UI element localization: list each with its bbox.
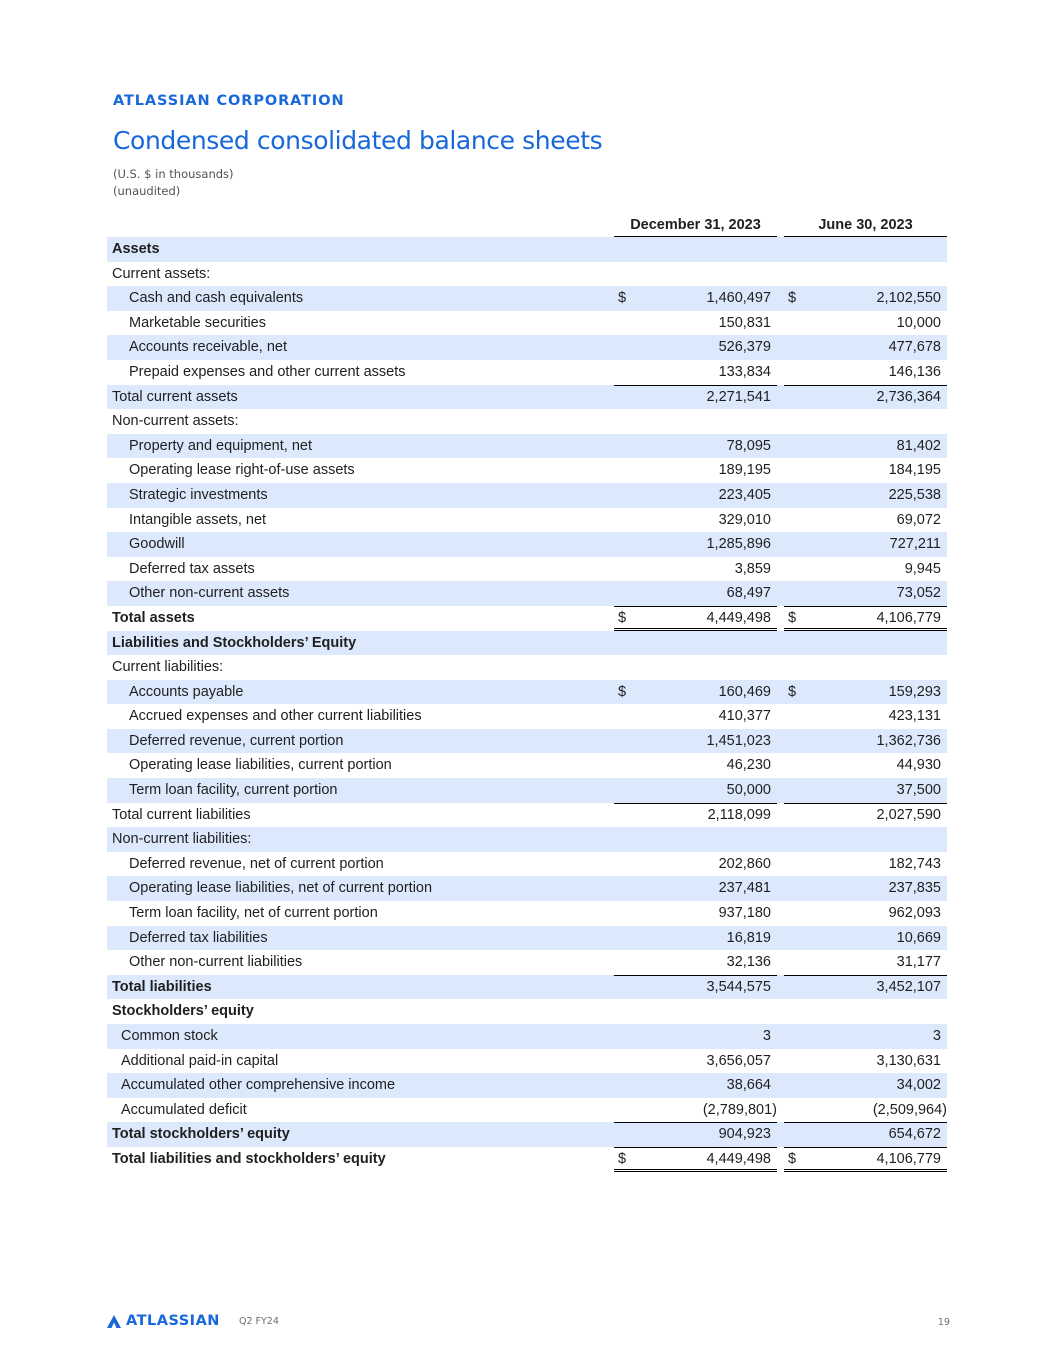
cell-value: 904,923: [718, 1126, 771, 1143]
cell-jun-2023: [784, 901, 947, 926]
row-label: Liabilities and Stockholders’ Equity: [112, 634, 357, 651]
table-row: [107, 778, 947, 803]
cell-dec-2023: [614, 385, 777, 410]
table-row: [107, 876, 947, 901]
table-row: [107, 237, 947, 262]
cell-dec-2023: [614, 950, 777, 975]
cell-jun-2023: [784, 237, 947, 262]
cell-value: 202,860: [718, 855, 771, 872]
cell-jun-2023: [784, 1147, 947, 1172]
cell-jun-2023: [784, 311, 947, 336]
table-row: [107, 385, 947, 410]
cell-value: 184,195: [888, 462, 941, 479]
cell-jun-2023: [784, 508, 947, 533]
cell-dec-2023: [614, 1024, 777, 1049]
cell-value: 4,106,779: [876, 1150, 941, 1167]
cell-jun-2023: [784, 704, 947, 729]
table-row: [107, 852, 947, 877]
cell-value: 46,230: [726, 757, 771, 774]
page-number: 19: [937, 1317, 950, 1328]
cell-value: 81,402: [896, 437, 941, 454]
cell-dec-2023: [614, 852, 777, 877]
cell-dec-2023: [614, 778, 777, 803]
cell-value: 159,293: [888, 683, 941, 700]
table-row: [107, 557, 947, 582]
cell-dec-2023: [614, 286, 777, 311]
row-label: Operating lease liabilities, current portion: [129, 757, 392, 774]
balance-sheet-table: [107, 237, 947, 1172]
cell-value: 69,072: [896, 511, 941, 528]
table-row: [107, 409, 947, 434]
table-row: [107, 926, 947, 951]
cell-value: 962,093: [888, 905, 941, 922]
cell-value: 1,362,736: [876, 732, 941, 749]
cell-value: 31,177: [896, 954, 941, 971]
row-label: Goodwill: [129, 536, 185, 553]
table-row: [107, 803, 947, 828]
table-row: [107, 975, 947, 1000]
cell-jun-2023: [784, 827, 947, 852]
row-label: Operating lease right-of-use assets: [129, 462, 355, 479]
row-label: Total stockholders’ equity: [112, 1126, 290, 1143]
cell-value: 3,130,631: [876, 1052, 941, 1069]
cell-dec-2023: [614, 532, 777, 557]
row-label: Non-current assets:: [112, 413, 239, 430]
cell-dec-2023: [614, 311, 777, 336]
logo-wordmark: ATLASSIAN: [126, 1313, 220, 1329]
cell-dec-2023: [614, 606, 777, 631]
cell-jun-2023: [784, 926, 947, 951]
row-label: Total assets: [112, 609, 195, 626]
table-row: [107, 999, 947, 1024]
cell-value: 150,831: [718, 314, 771, 331]
cell-jun-2023: [784, 1098, 947, 1123]
table-row: [107, 631, 947, 656]
cell-jun-2023: [784, 680, 947, 705]
cell-jun-2023: [784, 876, 947, 901]
cell-value: 3: [932, 1028, 941, 1044]
cell-dec-2023: [614, 581, 777, 606]
currency-symbol: $: [788, 683, 797, 700]
cell-value: 146,136: [888, 363, 941, 380]
table-row: [107, 434, 947, 459]
cell-value: 423,131: [888, 708, 941, 725]
table-row: [107, 680, 947, 705]
row-label: Deferred revenue, net of current portion: [129, 855, 384, 872]
cell-value: 4,449,498: [706, 1150, 771, 1167]
cell-jun-2023: [784, 409, 947, 434]
column-header-dec-2023: December 31, 2023: [614, 216, 777, 237]
row-label: Deferred tax liabilities: [129, 929, 268, 946]
cell-jun-2023: [784, 753, 947, 778]
cell-value: 4,449,498: [706, 609, 771, 626]
currency-symbol: $: [788, 290, 797, 307]
table-row: [107, 950, 947, 975]
cell-dec-2023: [614, 1122, 777, 1147]
company-name: ATLASSIAN CORPORATION: [113, 93, 345, 109]
row-label: Marketable securities: [129, 314, 266, 331]
row-label: Accumulated other comprehensive income: [121, 1077, 396, 1094]
row-label: Other non-current liabilities: [129, 954, 303, 971]
cell-value: 160,469: [718, 683, 771, 700]
currency-symbol: $: [788, 609, 797, 626]
row-label: Other non-current assets: [129, 585, 290, 602]
cell-value: 182,743: [888, 855, 941, 872]
cell-value: 727,211: [889, 536, 941, 553]
cell-dec-2023: [614, 1073, 777, 1098]
atlassian-triangle-icon: [107, 1315, 121, 1328]
row-label: Deferred tax assets: [129, 560, 255, 577]
row-label: Term loan facility, net of current portion: [129, 905, 378, 922]
cell-jun-2023: [784, 729, 947, 754]
cell-dec-2023: [614, 827, 777, 852]
cell-dec-2023: [614, 360, 777, 385]
cell-value: 1,460,497: [706, 290, 771, 307]
units-note: (U.S. $ in thousands): [113, 167, 234, 181]
cell-value: (2,789,801): [702, 1101, 777, 1118]
row-label: Additional paid-in capital: [121, 1052, 279, 1069]
table-row: [107, 655, 947, 680]
cell-value: 223,405: [718, 486, 771, 503]
cell-dec-2023: [614, 753, 777, 778]
cell-value: 3,452,107: [876, 978, 941, 995]
page-title: Condensed consolidated balance sheets: [113, 126, 603, 155]
cell-value: 44,930: [896, 757, 941, 774]
row-label: Prepaid expenses and other current assets: [129, 363, 406, 380]
table-row: [107, 581, 947, 606]
row-label: Cash and cash equivalents: [129, 290, 304, 307]
cell-value: 937,180: [718, 905, 771, 922]
cell-dec-2023: [614, 1049, 777, 1074]
cell-jun-2023: [784, 975, 947, 1000]
row-label: Deferred revenue, current portion: [129, 732, 344, 749]
cell-value: 3: [762, 1028, 771, 1044]
fiscal-quarter: Q2 FY24: [239, 1316, 279, 1327]
cell-dec-2023: [614, 262, 777, 287]
cell-jun-2023: [784, 1122, 947, 1147]
row-label: Current assets:: [112, 265, 211, 282]
cell-value: 225,538: [888, 486, 941, 503]
cell-value: 4,106,779: [876, 609, 941, 626]
cell-jun-2023: [784, 778, 947, 803]
row-label: Assets: [112, 241, 160, 257]
currency-symbol: $: [618, 290, 627, 307]
cell-jun-2023: [784, 532, 947, 557]
cell-dec-2023: [614, 508, 777, 533]
cell-dec-2023: [614, 557, 777, 582]
cell-dec-2023: [614, 335, 777, 360]
row-label: Term loan facility, current portion: [129, 782, 338, 799]
row-label: Accounts receivable, net: [129, 339, 287, 356]
cell-dec-2023: [614, 704, 777, 729]
table-row: [107, 901, 947, 926]
cell-value: 1,451,023: [706, 732, 771, 749]
row-label: Property and equipment, net: [129, 437, 312, 454]
cell-value: 654,672: [888, 1126, 941, 1143]
cell-jun-2023: [784, 1024, 947, 1049]
cell-dec-2023: [614, 999, 777, 1024]
cell-jun-2023: [784, 950, 947, 975]
cell-dec-2023: [614, 458, 777, 483]
cell-value: 78,095: [726, 437, 771, 454]
cell-jun-2023: [784, 803, 947, 828]
row-label: Operating lease liabilities, net of current portion: [129, 880, 433, 897]
row-label: Total current assets: [112, 388, 238, 405]
cell-jun-2023: [784, 360, 947, 385]
cell-jun-2023: [784, 557, 947, 582]
table-row: [107, 704, 947, 729]
table-row: [107, 483, 947, 508]
row-label: Strategic investments: [129, 486, 268, 503]
cell-dec-2023: [614, 434, 777, 459]
table-row: [107, 286, 947, 311]
table-row: [107, 606, 947, 631]
table-row: [107, 753, 947, 778]
cell-value: 2,271,541: [706, 388, 771, 405]
cell-jun-2023: [784, 606, 947, 631]
cell-value: 9,945: [904, 560, 941, 577]
currency-symbol: $: [618, 609, 627, 626]
cell-value: 410,377: [718, 708, 771, 725]
row-label: Non-current liabilities:: [112, 831, 252, 848]
cell-value: (2,509,964): [872, 1101, 947, 1118]
cell-jun-2023: [784, 631, 947, 656]
table-row: [107, 1098, 947, 1123]
cell-jun-2023: [784, 262, 947, 287]
unaudited-note: (unaudited): [113, 184, 181, 198]
cell-dec-2023: [614, 631, 777, 656]
cell-dec-2023: [614, 1147, 777, 1172]
table-row: [107, 729, 947, 754]
cell-value: 10,669: [896, 929, 941, 946]
row-label: Total liabilities and stockholders’ equity: [112, 1150, 386, 1167]
cell-value: 10,000: [896, 314, 941, 331]
row-label: Intangible assets, net: [129, 511, 267, 528]
cell-value: 73,052: [896, 585, 941, 602]
row-label: Total current liabilities: [112, 806, 251, 823]
cell-jun-2023: [784, 483, 947, 508]
cell-dec-2023: [614, 901, 777, 926]
cell-value: 526,379: [718, 339, 771, 356]
cell-value: 2,027,590: [876, 806, 941, 823]
table-row: [107, 827, 947, 852]
cell-dec-2023: [614, 1098, 777, 1123]
cell-jun-2023: [784, 385, 947, 410]
cell-jun-2023: [784, 999, 947, 1024]
cell-jun-2023: [784, 1073, 947, 1098]
cell-value: 477,678: [888, 339, 941, 356]
cell-jun-2023: [784, 581, 947, 606]
row-label: Total liabilities: [112, 978, 212, 995]
currency-symbol: $: [618, 683, 627, 700]
cell-value: 3,544,575: [706, 978, 771, 995]
cell-dec-2023: [614, 729, 777, 754]
cell-jun-2023: [784, 852, 947, 877]
table-row: [107, 335, 947, 360]
table-row: [107, 532, 947, 557]
cell-dec-2023: [614, 483, 777, 508]
cell-dec-2023: [614, 975, 777, 1000]
cell-dec-2023: [614, 655, 777, 680]
table-row: [107, 360, 947, 385]
currency-symbol: $: [788, 1150, 797, 1167]
cell-value: 189,195: [718, 462, 771, 479]
row-label: Stockholders’ equity: [112, 1003, 254, 1020]
cell-value: 329,010: [718, 511, 771, 528]
row-label: Accrued expenses and other current liabilities: [129, 708, 422, 725]
cell-value: 34,002: [896, 1077, 941, 1094]
table-row: [107, 1073, 947, 1098]
table-row: [107, 458, 947, 483]
cell-value: 3,656,057: [706, 1052, 771, 1069]
cell-value: 3,859: [734, 560, 771, 577]
cell-dec-2023: [614, 876, 777, 901]
row-label: Accumulated deficit: [121, 1101, 247, 1118]
cell-value: 38,664: [726, 1077, 771, 1094]
cell-value: 237,835: [888, 880, 941, 897]
cell-jun-2023: [784, 655, 947, 680]
cell-value: 16,819: [726, 929, 771, 946]
cell-dec-2023: [614, 409, 777, 434]
cell-dec-2023: [614, 237, 777, 262]
table-row: [107, 262, 947, 287]
cell-dec-2023: [614, 926, 777, 951]
row-label: Current liabilities:: [112, 659, 224, 676]
cell-dec-2023: [614, 803, 777, 828]
cell-jun-2023: [784, 1049, 947, 1074]
row-label: Accounts payable: [129, 683, 244, 700]
cell-jun-2023: [784, 335, 947, 360]
table-row: [107, 1122, 947, 1147]
cell-value: 2,118,099: [707, 806, 771, 823]
cell-value: 237,481: [718, 880, 771, 897]
cell-value: 68,497: [726, 585, 771, 602]
cell-value: 2,102,550: [876, 290, 941, 307]
cell-jun-2023: [784, 286, 947, 311]
table-row: [107, 311, 947, 336]
cell-value: 37,500: [896, 782, 941, 799]
row-label: Common stock: [121, 1028, 218, 1044]
table-row: [107, 508, 947, 533]
cell-jun-2023: [784, 458, 947, 483]
table-row: [107, 1147, 947, 1172]
column-header-jun-2023: June 30, 2023: [784, 216, 947, 237]
cell-jun-2023: [784, 434, 947, 459]
cell-dec-2023: [614, 680, 777, 705]
currency-symbol: $: [618, 1150, 627, 1167]
cell-value: 133,834: [718, 363, 771, 380]
cell-value: 32,136: [726, 954, 771, 971]
cell-value: 1,285,896: [706, 536, 771, 553]
cell-value: 2,736,364: [876, 388, 941, 405]
cell-value: 50,000: [726, 782, 771, 799]
table-row: [107, 1024, 947, 1049]
table-row: [107, 1049, 947, 1074]
